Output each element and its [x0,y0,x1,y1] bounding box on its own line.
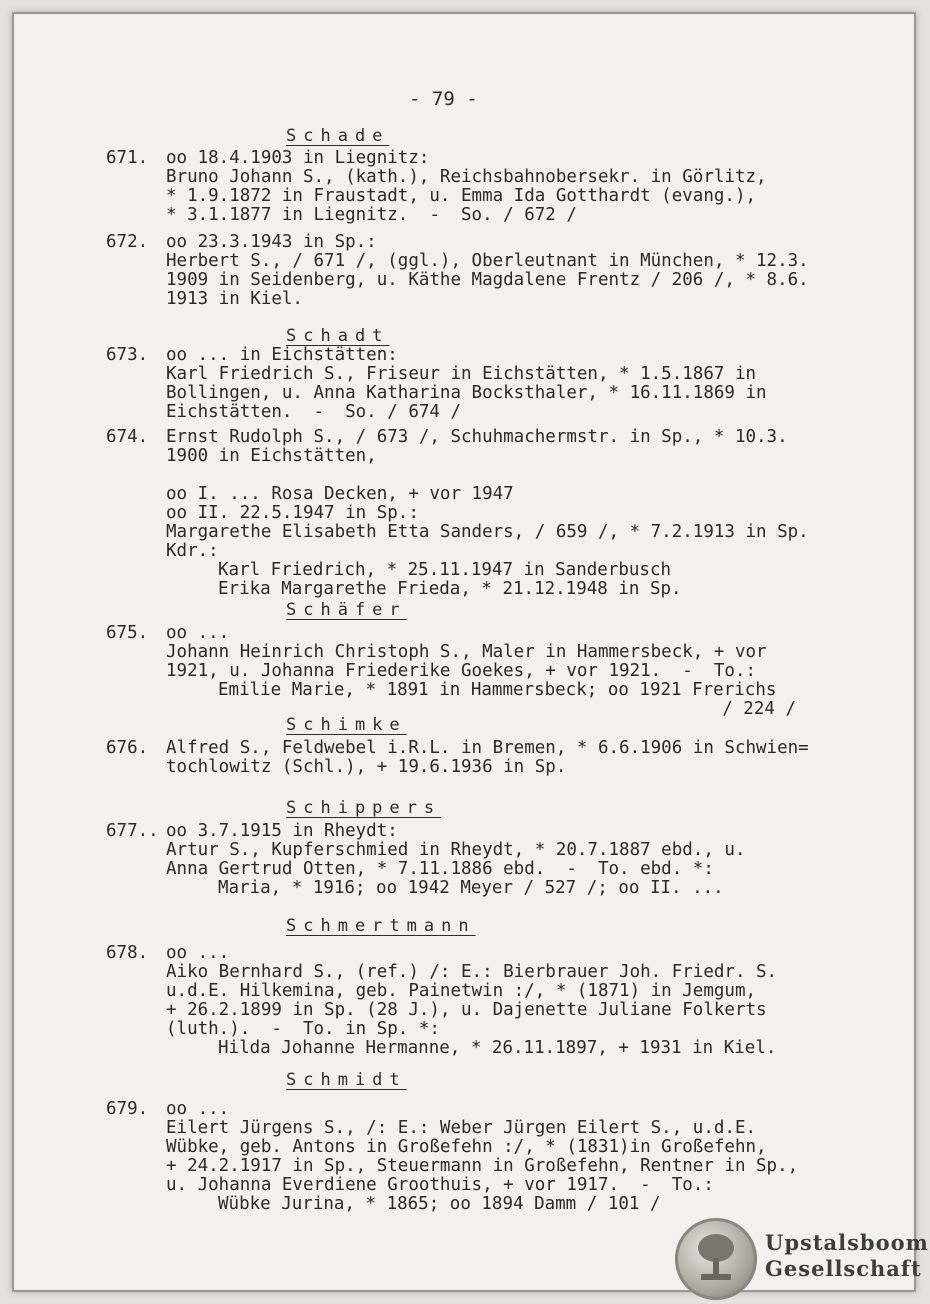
entry-number: 677.. [106,821,159,841]
entry-line: oo I. ... Rosa Decken, + vor 1947 [166,484,514,504]
entry-line: Ernst Rudolph S., / 673 /, Schuhmachermstr. in Sp., * 10.3. [166,427,788,447]
entry-number: 675. [106,623,149,643]
entry-line: oo 23.3.1943 in Sp.: [166,232,377,252]
entry-line: Karl Friedrich S., Friseur in Eichstätten, * 1.5.1867 in [166,364,757,384]
entry-line: oo ... in Eichstätten: [166,345,398,365]
child-line: Emilie Marie, * 1891 in Hammersbeck; oo 1921 Frerichs [218,680,777,700]
entry-line: Bruno Johann S., (kath.), Reichsbahnobersekr. in Görlitz, [166,167,767,187]
child-line: Maria, * 1916; oo 1942 Meyer / 527 /; oo II. ... [218,878,724,898]
entry-line: Eichstätten. - So. / 674 / [166,402,462,422]
section-heading-schadt: Schadt [286,326,390,346]
entry-line: 1913 in Kiel. [166,289,303,309]
entry-673 [106,346,826,422]
section-heading-schaefer: Schäfer [286,600,407,620]
child-line: Hilda Johanne Hermanne, * 26.11.1897, + 1931 in Kiel. [218,1038,777,1058]
entry-line: (luth.). - To. in Sp. *: [166,1019,440,1039]
section-heading-schmertmann: Schmertmann [286,916,476,936]
entry-line: tochlowitz (Schl.), + 19.6.1936 in Sp. [166,757,567,777]
entry-679 [106,1100,826,1214]
watermark-text-line2: Gesellschaft [765,1256,922,1281]
entry-674 [106,428,826,599]
watermark-text-line1: Upstalsboom [765,1230,929,1255]
entry-line: Anna Gertrud Otten, * 7.11.1886 ebd. - To. ebd. *: [166,859,714,879]
page-number: - 79 - [409,88,478,110]
entry-line: u.d.E. Hilkemina, geb. Painetwin :/, * (1871) in Jemgum, [166,981,757,1001]
entry-line: Margarethe Elisabeth Etta Sanders, / 659 /, * 7.2.1913 in Sp. [166,522,809,542]
entry-678 [106,944,826,1058]
entry-line: Eilert Jürgens S., /: E.: Weber Jürgen Eilert S., u.d.E. [166,1118,757,1138]
entry-line: oo ... [166,943,230,963]
entry-line: + 24.2.1917 in Sp., Steuermann in Großefehn, Rentner in Sp., [166,1156,799,1176]
child-line: Wübke Jurina, * 1865; oo 1894 Damm / 101 / [218,1194,661,1214]
entry-line: * 1.9.1872 in Fraustadt, u. Emma Ida Gotthardt (evang.), [166,186,757,206]
child-line: Karl Friedrich, * 25.11.1947 in Sanderbusch [218,560,672,580]
entry-line: u. Johanna Everdiene Groothuis, + vor 1917. - To.: [166,1175,714,1195]
entry-676 [106,739,826,777]
entry-line: Alfred S., Feldwebel i.R.L. in Bremen, * 6.6.1906 in Schwien= [166,738,809,758]
document-page [14,14,929,1290]
child-line: Erika Margarethe Frieda, * 21.12.1948 in Sp. [218,579,682,599]
entry-line: 1900 in Eichstätten, [166,446,377,466]
entry-line: Wübke, geb. Antons in Großefehn :/, * (1831)in Großefehn, [166,1137,767,1157]
entry-line: oo II. 22.5.1947 in Sp.: [166,503,419,523]
entry-number: 673. [106,345,149,365]
entry-number: 678. [106,943,149,963]
entry-line: Kdr.: [166,541,219,561]
entry-line: * 3.1.1877 in Liegnitz. - So. / 672 / [166,205,577,225]
entry-line: oo 18.4.1903 in Liegnitz: [166,148,430,168]
section-heading-schippers: Schippers [286,798,442,818]
section-heading-schade: Schade [286,126,390,146]
seal-icon [675,1218,757,1300]
entry-line [166,466,826,485]
entry-677 [106,822,826,898]
entry-672 [106,233,826,309]
entry-line: 1921, u. Johanna Friederike Goekes, + vor 1921. - To.: [166,661,757,681]
tree-icon [693,1232,739,1286]
entry-number: 679. [106,1099,149,1119]
entry-number: 671. [106,148,149,168]
section-heading-schimke: Schimke [286,715,407,735]
entry-675 [106,624,826,719]
entry-line: Artur S., Kupferschmied in Rheydt, * 20.7.1887 ebd., u. [166,840,746,860]
entry-line: oo ... [166,623,230,643]
entry-line: Johann Heinrich Christoph S., Maler in Hammersbeck, + vor [166,642,767,662]
entry-671 [106,149,826,225]
entry-number: 672. [106,232,149,252]
entry-line: Bollingen, u. Anna Katharina Bocksthaler, * 16.11.1869 in [166,383,767,403]
section-heading-schmidt: Schmidt [286,1070,407,1090]
cross-reference: / 224 / [722,699,796,719]
entry-line: Herbert S., / 671 /, (ggl.), Oberleutnant in München, * 12.3. [166,251,809,271]
entry-number: 674. [106,427,149,447]
entry-line: oo 3.7.1915 in Rheydt: [166,821,398,841]
entry-line: oo ... [166,1099,230,1119]
entry-number: 676. [106,738,149,758]
entry-line: + 26.2.1899 in Sp. (28 J.), u. Dajenette Juliane Folkerts [166,1000,767,1020]
entry-line: Aiko Bernhard S., (ref.) /: E.: Bierbrauer Joh. Friedr. S. [166,962,778,982]
entry-line: 1909 in Seidenberg, u. Käthe Magdalene Frentz / 206 /, * 8.6. [166,270,809,290]
